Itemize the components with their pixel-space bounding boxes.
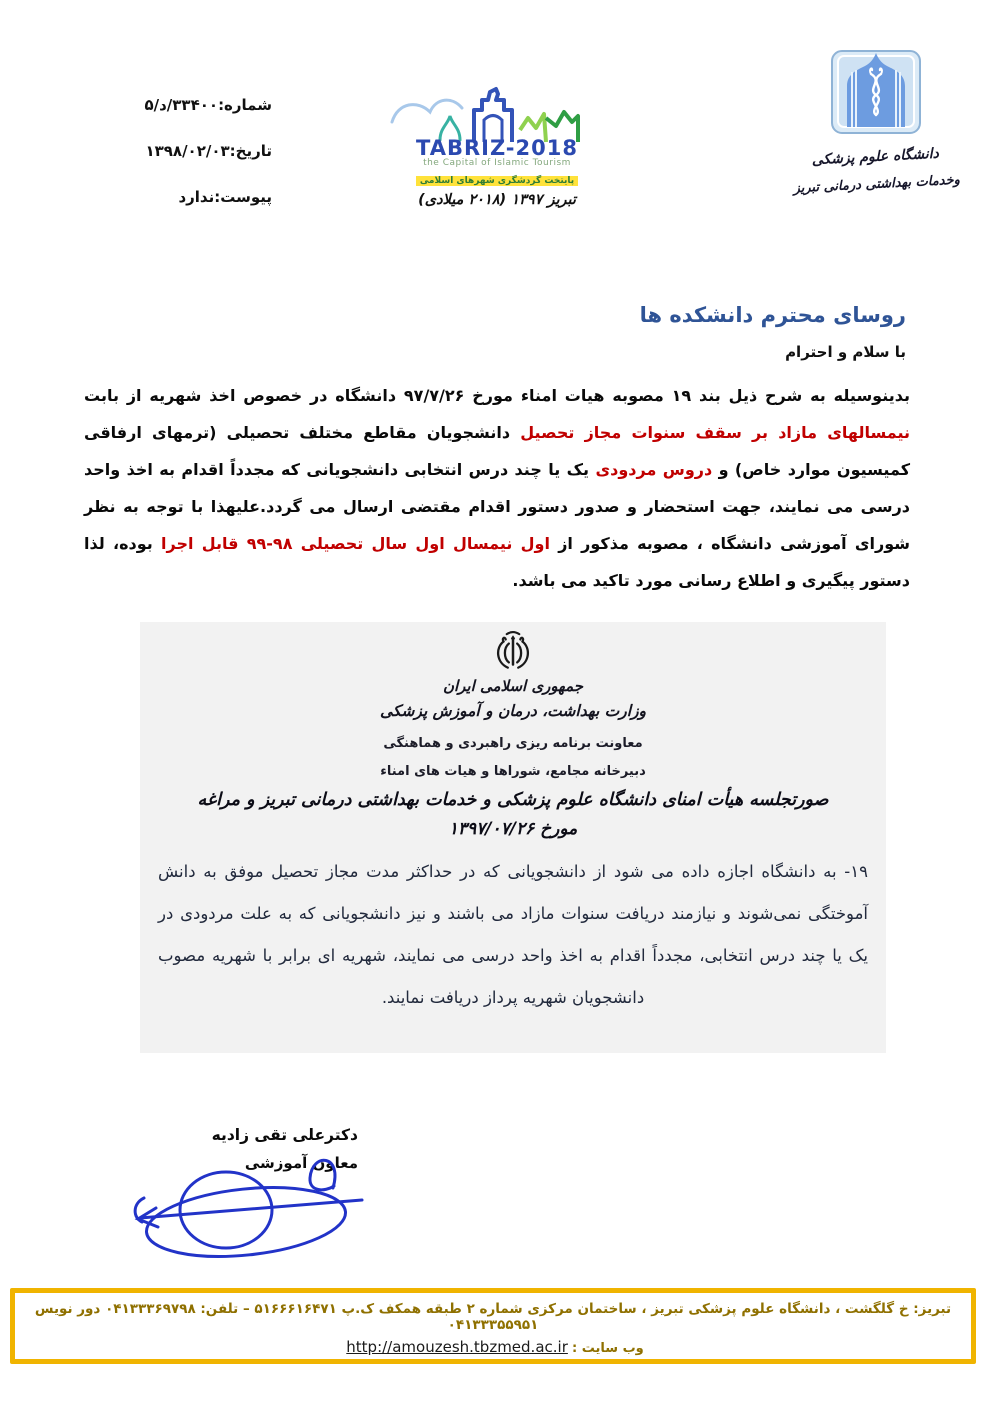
signer-name: دکترعلی تقی زادیه — [211, 1126, 358, 1144]
minutes-date: مورخ ۱۳۹۷/۰۷/۲۶ — [448, 819, 578, 839]
body-emphasis-red: دروس مردودی — [595, 460, 713, 479]
university-name-line1: دانشگاه علوم پزشکی — [811, 145, 940, 169]
ministry-line: وزارت بهداشت، درمان و آموزش پزشکی — [379, 702, 647, 720]
tabriz-logo-title: TABRIZ-2018 — [416, 136, 578, 160]
tabriz-logo-subtitle: the Capital of Islamic Tourism — [423, 158, 571, 168]
university-logo — [778, 50, 974, 198]
footer-website-row — [15, 1338, 971, 1356]
minutes-title: صورتجلسه هیأت امنای دانشگاه علوم پزشکی و خدمات بهداشتی درمانی تبریز و مراغه — [197, 790, 829, 810]
university-logo-caption — [777, 139, 976, 203]
iran-national-emblem-icon — [490, 631, 536, 675]
secretariat-line: دبیرخانه مجامع، شوراها و هیات های امناء — [380, 764, 646, 779]
tabriz-logo-subtitle-fa: پایتخت گردشگری شهرهای اسلامی — [416, 176, 578, 186]
university-name-line2: وخدمات بهداشتی درمانی تبریز — [793, 172, 961, 197]
republic-line: جمهوری اسلامی ایران — [442, 677, 584, 695]
tabriz-logo-caption: تبریز ۱۳۹۷ (۲۰۱۸ میلادی) — [418, 192, 576, 208]
footer-address: تبریز: خ گلگشت ، دانشگاه علوم پزشکی تبریز ، ساختمان مرکزی شماره ۲ طبقه همکف ک.پ ۵۱۶۶۶۱۶۴۷۱ – تلفن: ۰۴۱۳۳۳۶۹۷۹۸ دور نویس ۰۴۱۳۳۳۵۵۹۵۱ — [34, 1301, 952, 1333]
letter-body — [84, 377, 910, 599]
body-emphasis-red: نیمسالهای مازاد بر سقف سنوات مجاز تحصیل — [520, 423, 911, 442]
salutation: با سلام و احترام — [785, 343, 906, 361]
letter-date: تاریخ:۱۳۹۸/۰۲/۰۳ — [145, 142, 272, 160]
body-text: یک یا چند درس انتخابی دانشجویانی که مجدداً اقدام به اخذ واحد درسی می نمایند، جهت استحضار و صدور دستور اقدام مقتضی ارسال می گردد.علیهذا با توجه به نظر شورای آموزشی دانشگاه ، مصوبه مذکور از — [84, 460, 911, 553]
signature-scribble-icon — [128, 1140, 368, 1265]
recipient-heading: روسای محترم دانشکده ها — [639, 303, 906, 327]
letter-attachment: پیوست:ندارد — [178, 188, 272, 206]
university-emblem-icon — [831, 50, 921, 134]
footer-address-bar — [10, 1288, 976, 1364]
signer-title: معاون آموزشی — [244, 1154, 358, 1172]
body-emphasis-red: اول نیمسال اول سال تحصیلی ۹۸-۹۹ قابل اجرا — [161, 534, 550, 553]
body-text: دانشجویان مقاطع مختلف تحصیلی (ترمهای ارفاقی کمیسیون موارد خاص) و — [84, 423, 910, 479]
deputy-line: معاونت برنامه ریزی راهبردی و هماهنگی — [383, 736, 643, 751]
letter-number: شماره:۳۳۴۰۰/د/۵ — [144, 96, 272, 114]
tabriz-2018-logo — [383, 86, 611, 208]
minutes-item-19: ۱۹- به دانشگاه اجازه داده می شود از دانشجویانی که در حداکثر مدت مجاز تحصیل موفق به دانش آموختگی نمی‌شوند و نیازمند دریافت سنوات مازاد می باشند و نیز دانشجویانی که به علت مردودی در یک یا چند درس انتخابی، مجدداً اقدام به اخذ واحد درسی می نمایند، شهریه ای برابر با شهریه مصوب دانشجویان شهریه پرداز دریافت نمایند. — [158, 862, 868, 1007]
minutes-box — [140, 622, 886, 1053]
body-text: بدینوسیله به شرح ذیل بند ۱۹ مصوبه هیات امناء مورخ ۹۷/۷/۲۶ دانشگاه در خصوص اخذ شهریه از بابت — [84, 386, 910, 405]
website-link[interactable]: http://amouzesh.tbzmed.ac.ir — [346, 1338, 568, 1356]
letter-metadata — [58, 96, 272, 234]
body-text: بوده، لذا دستور پیگیری و اطلاع رسانی مورد تاکید می باشد. — [84, 534, 910, 590]
website-label: وب سایت : — [572, 1341, 644, 1356]
